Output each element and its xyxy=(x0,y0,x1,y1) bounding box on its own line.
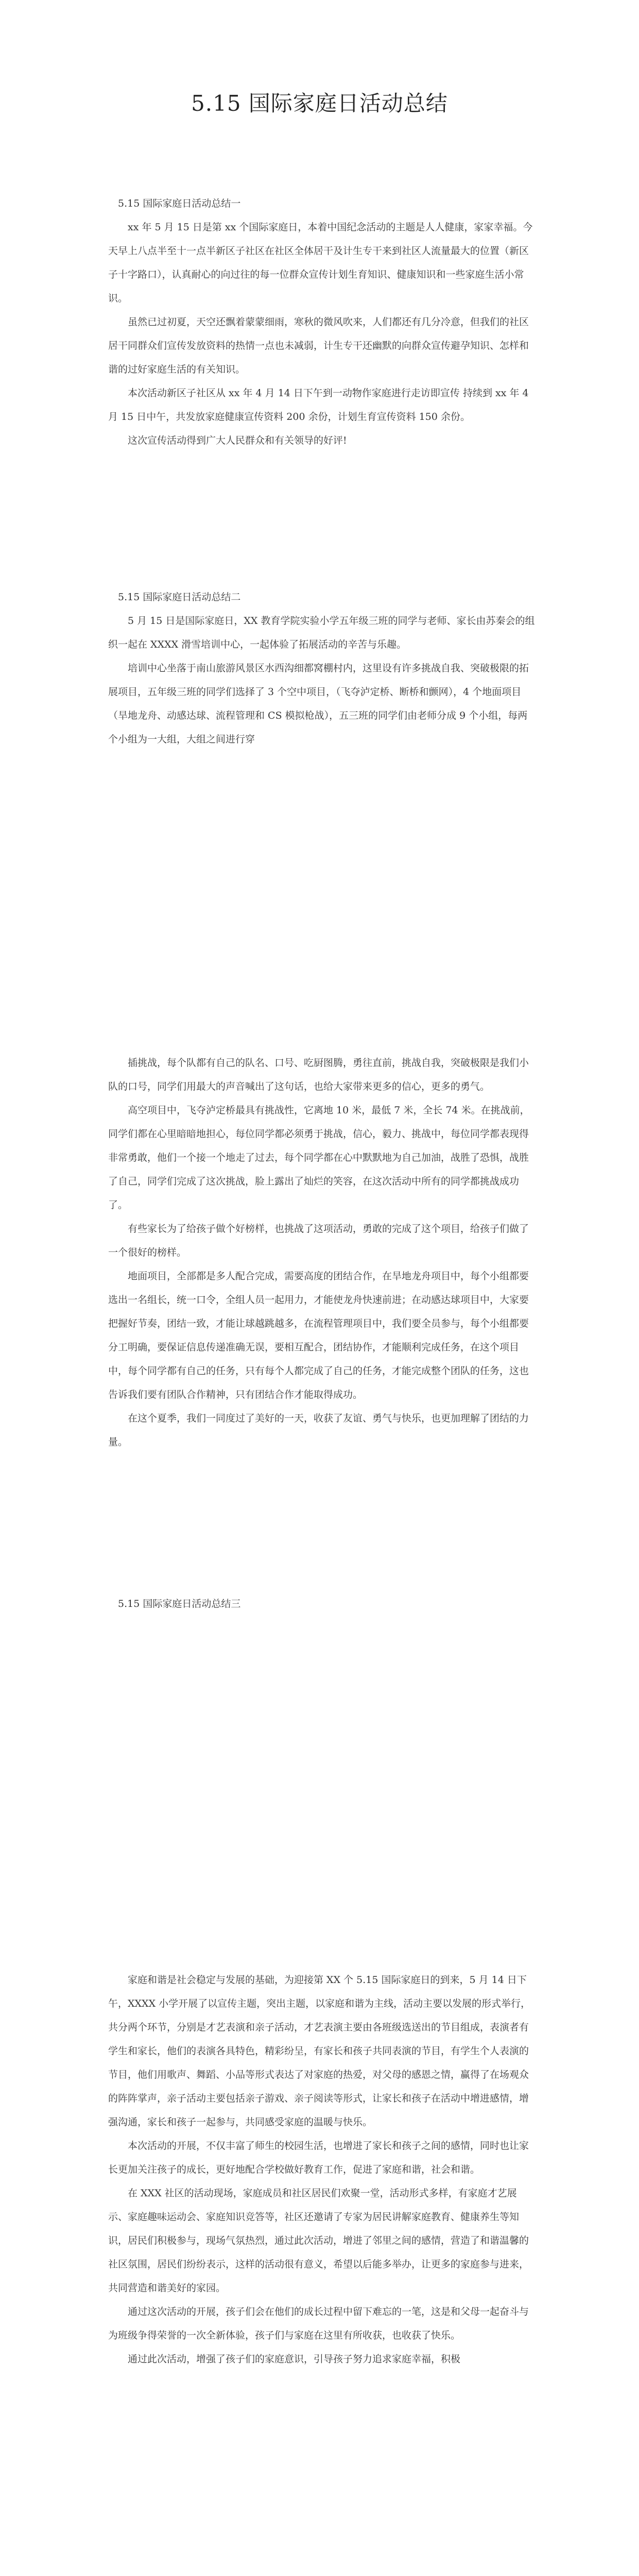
section-2-paragraph: 插挑战，每个队都有自己的队名、口号、吃厨图腾，勇往直前，挑战自我，突破极限是我们小队的口号，同学们用最大的声音喊出了这句话，也给大家带来更多的信心，更多的勇气。 xyxy=(108,1057,529,1092)
section-3-paragraph: 通过这次活动的开展，孩子们会在他们的成长过程中留下难忘的一笔，这是和父母一起奋斗与为班级争得荣誉的一次全新体验，孩子们与家庭在这里有所收获，也收获了快乐。 xyxy=(108,2306,529,2341)
section-3-paragraph: 通过此次活动，增强了孩子们的家庭意识，引导孩子努力追求家庭幸福，积极 xyxy=(128,2353,461,2365)
section-3-body-a xyxy=(108,1968,536,2371)
section-2-body-b xyxy=(108,1051,536,1454)
section-2-paragraph: 在这个夏季，我们一同度过了美好的一天，收获了友谊、勇气与快乐，也更加理解了团结的力量。 xyxy=(108,1413,529,1448)
section-1-paragraph: xx 年 5 月 15 日是第 xx 个国际家庭日，本着中国纪念活动的主题是人人健康，家家幸福。今天早上八点半至十一点半新区子社区在社区全体居干及计生专干来到社区人流量最大的位置（新区子十字路口），认真耐心的向过往的每一位群众宣传计划生育知识、健康知识和一些家庭生活小常识。 xyxy=(108,222,533,304)
section-2-paragraph: 地面项目，全部都是多人配合完成，需要高度的团结合作，在旱地龙舟项目中，每个小组都要选出一名组长，统一口令，全组人员一起用力，才能使龙舟快速前进；在动感达球项目中，大家要把握好节奏，团结一致，才能让球越跳越多，在流程管理项目中，我们要全员参与，每个小组都要分工明确，要保证信息传递准确无误，要相互配合，团结协作，才能顺利完成任务，在这个项目中，每个同学都有自己的任务，只有每个人都完成了自己的任务，才能完成整个团队的任务，这也告诉我们要有团队合作精神，只有团结合作才能取得成功。 xyxy=(108,1270,529,1400)
section-1-paragraph: 虽然已过初夏，天空还飘着蒙蒙细雨，寒秋的微风吹来，人们都还有几分冷意，但我们的社区居干同群众们宣传发放资料的热情一点也未减弱，计生专干还幽默的向群众宣传避孕知识、怎样和谐的过好家庭生活的有关知识。 xyxy=(108,316,529,375)
section-1-body xyxy=(108,215,536,452)
section-3-paragraph: 在 XXX 社区的活动现场，家庭成员和社区居民们欢聚一堂，活动形式多样，有家庭才艺展示、家庭趣味运动会、家庭知识竞答等，社区还邀请了专家为居民讲解家庭教育、健康养生等知识，居民们积极参与，现场气氛热烈，通过此次活动，增进了邻里之间的感情，营造了和谐温馨的社区氛围，居民们纷纷表示，这样的活动很有意义，希望以后能多举办，让更多的家庭参与进来，共同营造和谐美好的家园。 xyxy=(108,2188,529,2294)
section-1-paragraph: 本次活动新区子社区从 xx 年 4 月 14 日下午到一动物作家庭进行走访即宣传 持续到 xx 年 4 月 15 日中午，共发放家庭健康宣传资料 200 余份，计划生育宣传资料 150 余份。 xyxy=(108,387,529,422)
section-3-paragraph: 家庭和谐是社会稳定与发展的基础，为迎接第 XX 个 5.15 国际家庭日的到来，5 月 14 日下午，XXXX 小学开展了以宣传主题，突出主题，以家庭和谐为主线，活动主要以发展的形式举行，共分两个环节，分别是才艺表演和亲子活动，才艺表演主要由各班级选送出的节目组成，表演者有学生和家长，他们的表演各具特色，精彩纷呈，有家长和孩子共同表演的节目，有学生个人表演的节目，他们用歌声、舞蹈、小品等形式表达了对家庭的热爱，对父母的感恩之情，赢得了在场观众的阵阵掌声，亲子活动主要包括亲子游戏、亲子阅读等形式，让家长和孩子在活动中增进感情，增强沟通，家长和孩子一起参与，共同感受家庭的温暖与快乐。 xyxy=(108,1974,531,2128)
section-2-body-a xyxy=(108,609,536,751)
section-2-paragraph: 有些家长为了给孩子做个好榜样，也挑战了这项活动，勇敢的完成了这个项目，给孩子们做了一个很好的榜样。 xyxy=(108,1223,529,1258)
section-1-heading: 5.15 国际家庭日活动总结一 xyxy=(118,198,241,209)
section-2-heading: 5.15 国际家庭日活动总结二 xyxy=(118,591,241,603)
section-3-heading: 5.15 国际家庭日活动总结三 xyxy=(118,1598,241,1609)
section-2-paragraph: 培训中心坐落于南山旅游风景区水西沟细都窝棚村内，这里设有许多挑战自我、突破极限的拓展项目，五年级三班的同学们选择了 3 个空中项目，（飞夺泸定桥、断桥和颤网），4 个地面项目（旱地龙舟、动感达球、流程管理和 CS 模拟枪战），五三班的同学们由老师分成 9 个小组，每两个小组为一大组，大组之间进行穿 xyxy=(108,663,529,745)
section-3-paragraph: 本次活动的开展，不仅丰富了师生的校园生活，也增进了家长和孩子之间的感情，同时也让家长更加关注孩子的成长，更好地配合学校做好教育工作，促进了家庭和谐，社会和谐。 xyxy=(108,2140,529,2175)
document-title: 5.15 国际家庭日活动总结 xyxy=(191,91,448,116)
section-2-paragraph: 5 月 15 日是国际家庭日，XX 教育学院实验小学五年级三班的同学与老师、家长由苏秦会的组织一起在 XXXX 滑雪培训中心，一起体验了拓展活动的辛苦与乐趣。 xyxy=(108,615,535,650)
section-1-paragraph: 这次宣传活动得到广大人民群众和有关领导的好评! xyxy=(128,435,347,446)
section-2-paragraph: 高空项目中，飞夺泸定桥最具有挑战性，它离地 10 米，最低 7 米，全长 74 米。在挑战前，同学们都在心里暗暗地担心，每位同学都必须勇于挑战，信心，毅力、挑战中，每位同学都表现得非常勇敢，他们一个接一个地走了过去，每个同学都在心中默默地为自己加油，战胜了恐惧，战胜了自己，同学们完成了这次挑战，脸上露出了灿烂的笑容，在这次活动中所有的同学都挑战成功了。 xyxy=(108,1105,530,1211)
